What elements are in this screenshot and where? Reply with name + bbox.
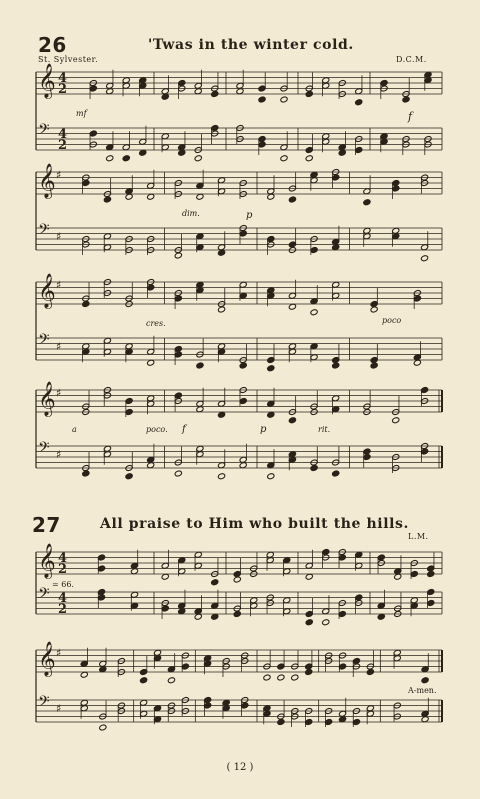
note-head <box>99 666 107 673</box>
note-head <box>125 473 133 480</box>
hymn-26-meter: D.C.M. <box>396 55 427 64</box>
note-head <box>178 149 186 156</box>
note-head <box>125 193 133 200</box>
note-head <box>174 252 182 259</box>
note-head <box>130 568 138 575</box>
note-head <box>139 149 147 156</box>
bass-clef: 𝄢 <box>38 692 50 714</box>
dynamic-p: p <box>246 210 253 221</box>
note-head <box>392 417 400 424</box>
note-head <box>80 671 88 678</box>
note-head <box>167 677 175 684</box>
note-head <box>370 306 378 313</box>
note-head <box>106 88 114 95</box>
bass-clef: 𝄢 <box>38 584 50 606</box>
note-head <box>196 193 204 200</box>
note-head <box>258 96 266 103</box>
note-head <box>288 417 296 424</box>
hymn-27-title: All praise to Him who built the hills. <box>100 516 410 532</box>
note-head <box>178 608 186 615</box>
note-head <box>147 462 155 469</box>
note-head <box>427 571 435 578</box>
note-head <box>402 96 410 103</box>
dynamic-poco: poco <box>382 316 402 325</box>
note-head <box>280 96 288 103</box>
note-head <box>421 677 429 684</box>
time-signature-bottom: 2 <box>58 82 68 97</box>
bass-clef: 𝄢 <box>38 330 50 352</box>
treble-clef: 𝄞 <box>38 63 56 99</box>
note-head <box>338 149 346 156</box>
note-head <box>377 613 385 620</box>
hymn-26-title: 'Twas in the winter cold. <box>148 37 354 53</box>
treble-clef: 𝄞 <box>38 641 56 677</box>
time-signature-top: 4 <box>58 591 68 606</box>
note-head <box>218 306 226 313</box>
note-head <box>103 196 111 203</box>
hymn-27-number: 27 <box>32 513 61 537</box>
time-signature-bottom: 2 <box>58 602 68 617</box>
dynamic-f: f <box>408 110 413 123</box>
key-signature: ♯ <box>56 340 62 354</box>
note-head <box>355 99 363 106</box>
note-head <box>277 674 285 681</box>
note-head <box>267 411 275 418</box>
time-signature-bottom: 2 <box>58 562 68 577</box>
note-head <box>305 91 313 98</box>
treble-clef: 𝄞 <box>38 163 56 199</box>
dynamic-a: a <box>72 425 77 434</box>
note-head <box>305 573 313 580</box>
time-signature-top: 4 <box>58 127 68 142</box>
note-head <box>280 155 288 162</box>
note-head <box>267 473 275 480</box>
note-head <box>366 669 374 676</box>
note-head <box>339 716 347 723</box>
dynamic-f-2: f <box>182 424 186 435</box>
note-head <box>421 255 429 262</box>
note-head <box>233 576 241 583</box>
note-head <box>236 88 244 95</box>
page-number: ( 12 ) <box>226 762 254 773</box>
note-head <box>332 362 340 369</box>
note-head <box>211 91 219 98</box>
note-head <box>322 619 330 626</box>
metronome-marking: = 66. <box>52 580 74 589</box>
key-signature: ♯ <box>56 448 62 462</box>
note-head <box>122 155 130 162</box>
dynamic-rit: rit. <box>318 425 331 434</box>
dynamic-cres: cres. <box>146 319 166 328</box>
note-head <box>82 301 90 308</box>
note-head <box>196 406 204 413</box>
note-head <box>332 244 340 251</box>
note-head <box>267 365 275 372</box>
note-head <box>161 93 169 100</box>
key-signature: ♯ <box>56 702 62 716</box>
bass-clef: 𝄢 <box>38 220 50 242</box>
note-head <box>140 677 148 684</box>
note-head <box>196 362 204 369</box>
key-signature: ♯ <box>56 230 62 244</box>
note-head <box>288 196 296 203</box>
note-head <box>288 303 296 310</box>
note-head <box>82 470 90 477</box>
note-head <box>267 193 275 200</box>
treble-clef: 𝄞 <box>38 381 56 417</box>
time-signature-bottom: 2 <box>58 138 68 153</box>
note-head <box>310 309 318 316</box>
time-signature-top: 4 <box>58 551 68 566</box>
note-head <box>233 611 241 618</box>
dynamic-mf: mf <box>76 109 87 118</box>
note-head <box>194 155 202 162</box>
hymn-26-number: 26 <box>38 33 67 57</box>
dynamic-poco-2: poco. <box>146 425 168 434</box>
note-head <box>239 462 247 469</box>
note-head <box>106 155 114 162</box>
time-signature-top: 4 <box>58 71 68 86</box>
note-head <box>218 249 226 256</box>
dynamic-dim: dim. <box>182 209 200 218</box>
note-head <box>161 573 169 580</box>
note-head <box>174 470 182 477</box>
note-head <box>305 155 313 162</box>
note-head <box>291 674 299 681</box>
note-head <box>305 619 313 626</box>
note-head <box>211 613 219 620</box>
note-head <box>421 716 429 723</box>
hymn-27-meter: L.M. <box>408 532 429 541</box>
bass-clef: 𝄢 <box>38 120 50 142</box>
note-head <box>147 193 155 200</box>
note-head <box>218 473 226 480</box>
note-head <box>263 674 271 681</box>
treble-clef: 𝄞 <box>38 273 56 309</box>
note-head <box>239 362 247 369</box>
amen-label: A-men. <box>408 686 437 695</box>
note-head <box>277 719 285 726</box>
key-signature: ♯ <box>56 386 62 400</box>
note-head <box>332 470 340 477</box>
note-head <box>147 359 155 366</box>
note-head <box>211 579 219 586</box>
note-head <box>413 359 421 366</box>
key-signature: ♯ <box>56 278 62 292</box>
bass-clef: 𝄢 <box>38 438 50 460</box>
note-head <box>363 199 371 206</box>
treble-clef: 𝄞 <box>38 543 56 579</box>
note-head <box>310 465 318 472</box>
note-head <box>305 669 313 676</box>
note-head <box>370 362 378 369</box>
key-signature: ♯ <box>56 168 62 182</box>
note-head <box>194 88 202 95</box>
dynamic-p-2: p <box>260 424 267 435</box>
note-head <box>218 411 226 418</box>
hymn-26-tune: St. Sylvester. <box>38 55 99 64</box>
note-head <box>99 724 107 731</box>
key-signature: ♯ <box>56 646 62 660</box>
note-head <box>394 573 402 580</box>
note-head <box>194 613 202 620</box>
